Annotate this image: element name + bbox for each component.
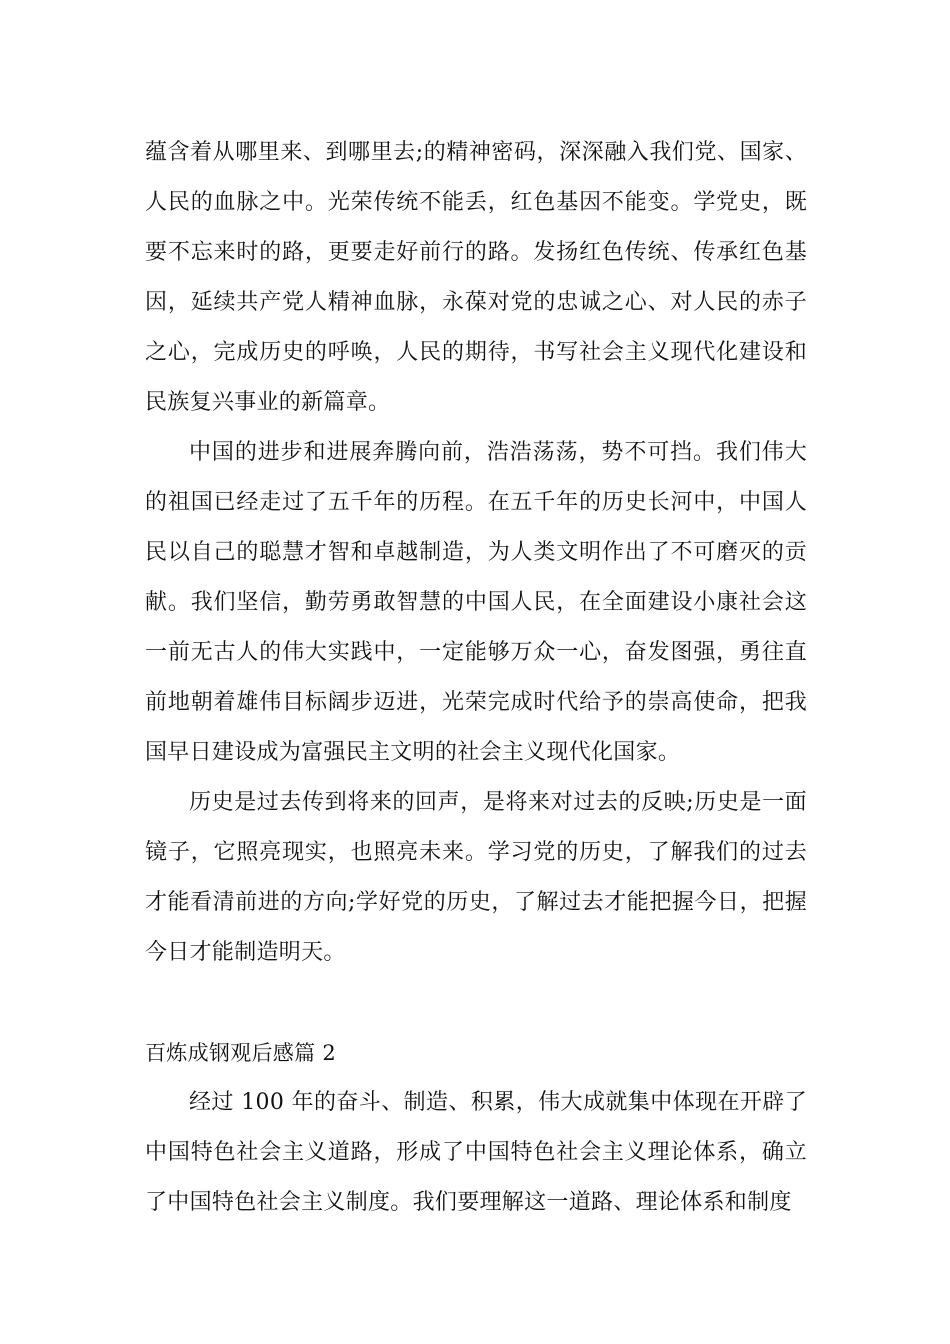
document-body	[145, 128, 807, 1228]
paragraph-history: 历史是过去传到将来的回声，是将来对过去的反映;历史是一面镜子，它照亮现实，也照亮未来。学习党的历史，了解我们的过去才能看清前进的方向;学好党的历史，了解过去才能把握今日，把握今日才能制造明天。	[145, 790, 807, 965]
paragraph-achievements: 经过 100 年的奋斗、制造、积累，伟大成就集中体现在开辟了中国特色社会主义道路，形成了中国特色社会主义理论体系，确立了中国特色社会主义制度。我们要理解这一道路、理论体系和制度	[145, 1090, 807, 1215]
section-spacer	[145, 978, 807, 1028]
section-title: 百炼成钢观后感篇 2	[145, 1041, 337, 1065]
paragraph-progress: 中国的进步和进展奔腾向前，浩浩荡荡，势不可挡。我们伟大的祖国已经走过了五千年的历程。在五千年的历史长河中，中国人民以自己的聪慧才智和卓越制造，为人类文明作出了不可磨灭的贡献。我们坚信，勤劳勇敢智慧的中国人民，在全面建设小康社会这一前无古人的伟大实践中，一定能够万众一心，奋发图强，勇往直前地朝着雄伟目标阔步迈进，光荣完成时代给予的崇高使命，把我国早日建设成为富强民主文明的社会主义现代化国家。	[145, 440, 807, 765]
paragraph-heritage: 蕴含着从哪里来、到哪里去;的精神密码，深深融入我们党、国家、人民的血脉之中。光荣传统不能丢，红色基因不能变。学党史，既要不忘来时的路，更要走好前行的路。发扬红色传统、传承红色基因，延续共产党人精神血脉，永葆对党的忠诚之心、对人民的赤子之心，完成历史的呼唤，人民的期待，书写社会主义现代化建设和民族复兴事业的新篇章。	[145, 140, 807, 415]
